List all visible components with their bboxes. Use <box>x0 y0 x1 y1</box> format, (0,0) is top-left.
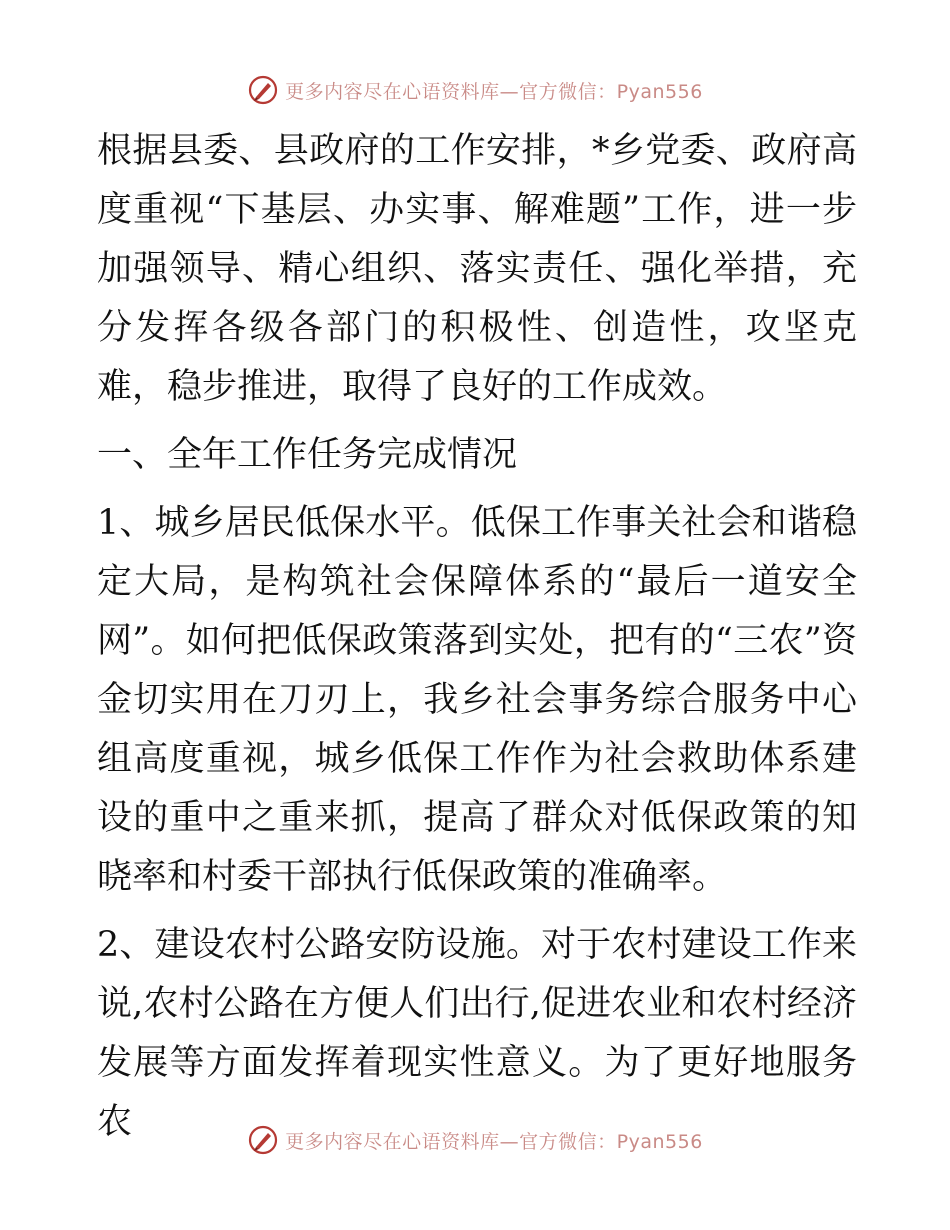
footer-watermark <box>0 1120 950 1160</box>
intro-paragraph: 根据县委、县政府的工作安排，*乡党委、政府高度重视“下基层、办实事、解难题”工作，进一步加强领导、精心组织、落实责任、强化举措，充分发挥各级各部门的积极性、创造性，攻坚克难，稳步推进，取得了良好的工作成效。 <box>97 131 857 407</box>
document-body <box>97 122 857 1152</box>
watermark-text: 更多内容尽在心语资料库—官方微信：Pyan556 <box>285 80 703 103</box>
item-2-paragraph: 2、建设农村公路安防设施。对于农村建设工作来说,农村公路在方便人们出行,促进农业和农村经济发展等方面发挥着现实性意义。为了更好地服务农 <box>97 925 857 1142</box>
section-heading: 一、全年工作任务完成情况 <box>97 435 518 475</box>
watermark-text: 更多内容尽在心语资料库—官方微信：Pyan556 <box>285 1130 703 1153</box>
item-1-paragraph: 1、城乡居民低保水平。低保工作事关社会和谐稳定大局，是构筑社会保障体系的“最后一道安全网”。如何把低保政策落到实处，把有的“三农”资金切实用在刀刃上，我乡社会事务综合服务中心组高度重视，城乡低保工作作为社会救助体系建设的重中之重来抓，提高了群众对低保政策的知晓率和村委干部执行低保政策的准确率。 <box>97 503 857 897</box>
header-watermark <box>0 70 950 110</box>
pen-logo-icon <box>247 1124 279 1156</box>
pen-logo-icon <box>247 74 279 106</box>
